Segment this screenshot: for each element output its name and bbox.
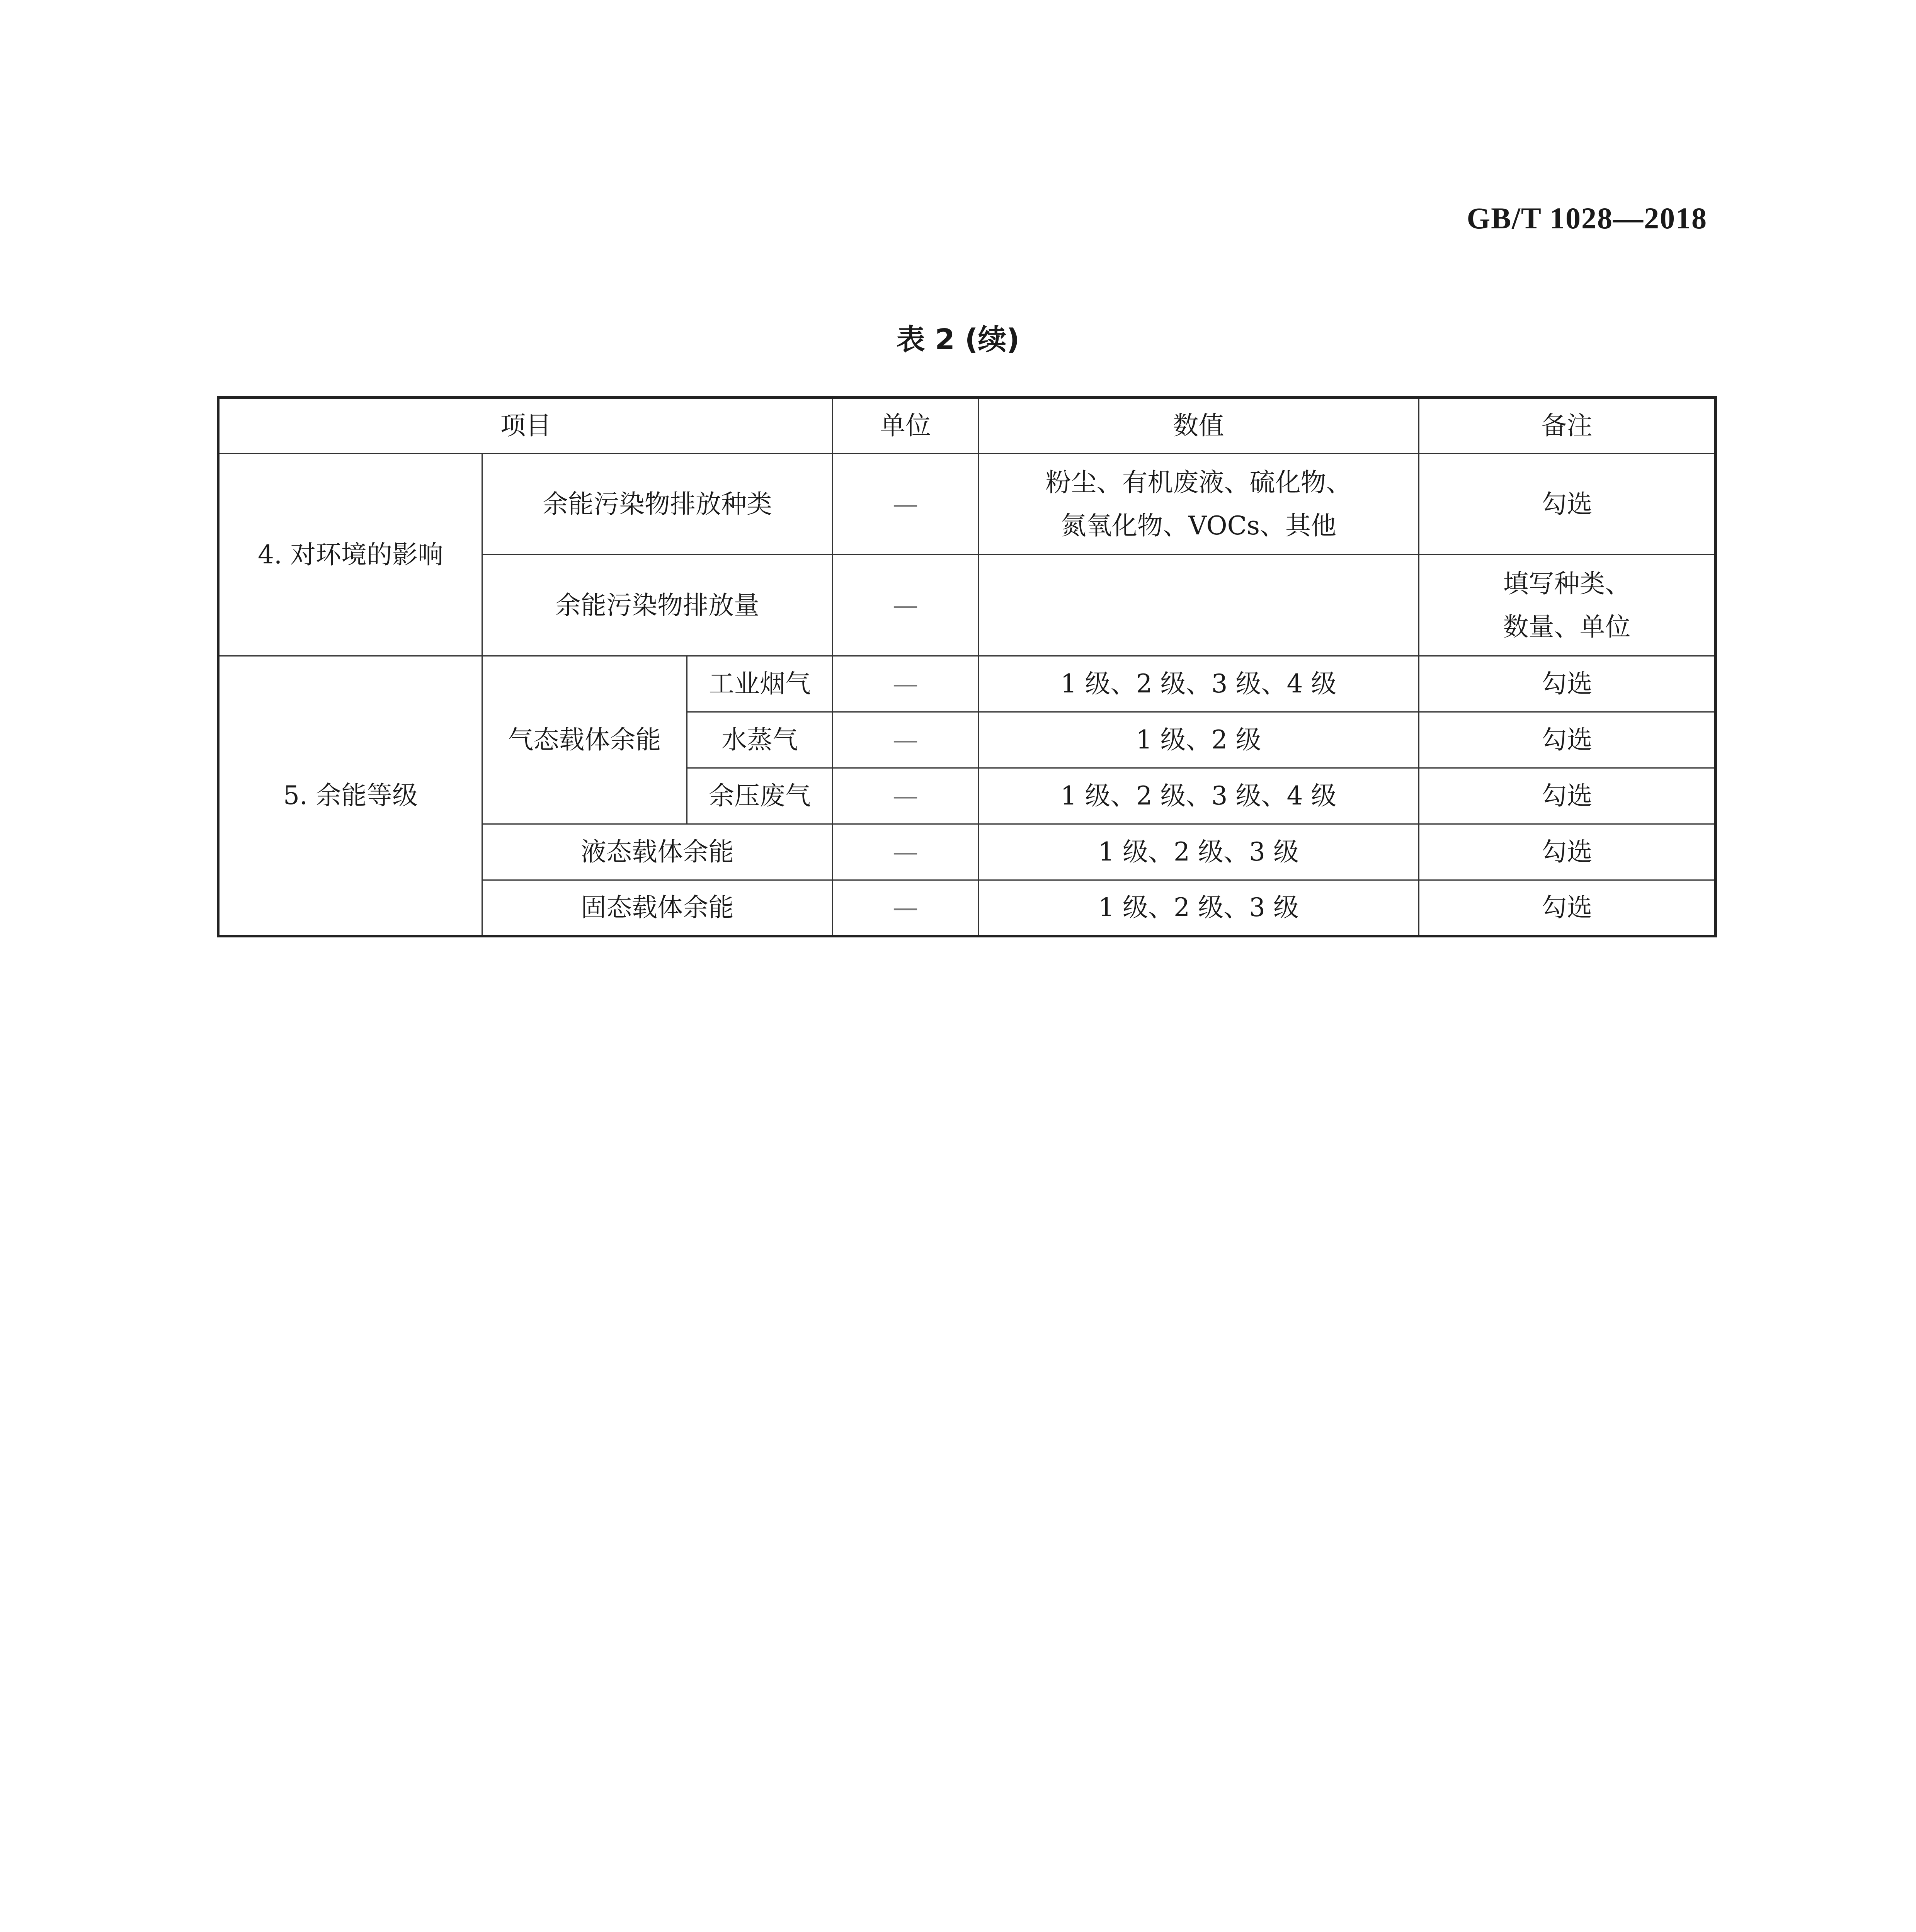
spec-table (217, 396, 1717, 937)
table-title: 表 2 (续) (896, 323, 1020, 356)
value-cell: 1 级、2 级、3 级 (978, 824, 1419, 880)
item-cell: 液态载体余能 (482, 824, 833, 880)
note-cell (1419, 555, 1716, 656)
value-cell: 1 级、2 级、3 级、4 级 (978, 656, 1419, 712)
item-cell: 余能污染物排放量 (482, 555, 833, 656)
column-header-unit: 单位 (833, 398, 978, 454)
note-cell: 勾选 (1419, 824, 1716, 880)
item-cell: 余能污染物排放种类 (482, 454, 833, 555)
unit-cell: — (833, 768, 978, 824)
unit-cell: — (833, 824, 978, 880)
item-cell: 余压废气 (687, 768, 833, 824)
value-cell: 1 级、2 级、3 级 (978, 880, 1419, 936)
value-cell (978, 454, 1419, 555)
group-label-environment: 4. 对环境的影响 (218, 454, 482, 656)
value-cell: 1 级、2 级、3 级、4 级 (978, 768, 1419, 824)
value-cell (978, 555, 1419, 656)
value-line: 粉尘、有机废液、硫化物、 (1045, 467, 1352, 497)
table-row (218, 656, 1716, 712)
item-cell: 固态载体余能 (482, 880, 833, 936)
note-cell: 勾选 (1419, 454, 1716, 555)
item-cell: 水蒸气 (687, 712, 833, 768)
column-header-value: 数值 (978, 398, 1419, 454)
item-cell: 工业烟气 (687, 656, 833, 712)
note-line: 数量、单位 (1503, 612, 1631, 642)
note-cell: 勾选 (1419, 656, 1716, 712)
standard-code: GB/T 1028—2018 (1467, 201, 1707, 235)
table-row (218, 454, 1716, 555)
unit-cell: — (833, 656, 978, 712)
note-cell: 勾选 (1419, 768, 1716, 824)
column-header-item: 项目 (218, 398, 833, 454)
note-cell: 勾选 (1419, 712, 1716, 768)
unit-cell: — (833, 454, 978, 555)
note-cell: 勾选 (1419, 880, 1716, 936)
subgroup-label-gas: 气态载体余能 (482, 656, 687, 824)
group-label-energy-grade: 5. 余能等级 (218, 656, 482, 936)
unit-cell: — (833, 880, 978, 936)
table-header-row (218, 398, 1716, 454)
unit-cell: — (833, 712, 978, 768)
column-header-note: 备注 (1419, 398, 1716, 454)
value-line: 氮氧化物、VOCs、其他 (1061, 510, 1336, 541)
note-line: 填写种类、 (1503, 568, 1631, 599)
value-cell: 1 级、2 级 (978, 712, 1419, 768)
unit-cell: — (833, 555, 978, 656)
